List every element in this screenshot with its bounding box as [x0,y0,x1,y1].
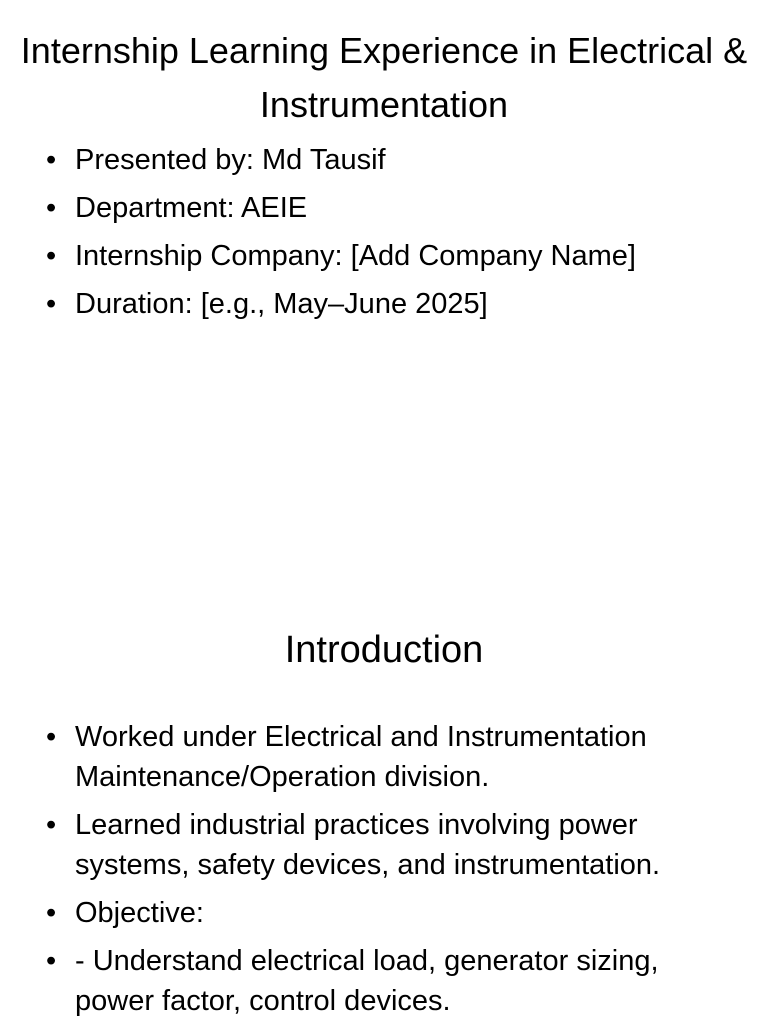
bullet-item [40,941,720,1021]
bullet-dot-icon: • [46,721,57,753]
bullet-item [40,717,720,797]
bullet-dot-icon: • [46,192,57,224]
bullet-item [40,893,720,933]
bullet-dot-icon: • [46,945,57,977]
slide-2-title: Introduction [284,629,484,671]
bullet-dot-icon: • [46,809,57,841]
bullet-item [40,805,720,885]
slide-2-bullet-list [40,717,720,1024]
bullet-text: Internship Company: [Add Company Name] [75,240,636,272]
bullet-dot-icon: • [46,897,57,929]
bullet-item [40,284,720,324]
bullet-text: Objective: [75,897,204,929]
bullet-text: Worked under Electrical and Instrumentation Maintenance/Operation division. [75,721,647,793]
bullet-dot-icon: • [46,288,57,320]
slide-1-bullet-list [40,140,720,332]
bullet-item [40,188,720,228]
bullet-dot-icon: • [46,144,57,176]
bullet-text: Duration: [e.g., May–June 2025] [75,288,488,320]
bullet-text: Learned industrial practices involving power systems, safety devices, and instrumentation. [75,809,661,881]
bullet-text: Presented by: Md Tausif [75,144,386,176]
bullet-dot-icon: • [46,240,57,272]
bullet-text: - Understand electrical load, generator sizing, power factor, control devices. [75,945,659,1017]
slide-introduction [0,576,768,1024]
slide-1-title: Internship Learning Experience in Electrical & Instrumentation [20,30,748,125]
bullet-item [40,140,720,180]
bullet-item [40,236,720,276]
bullet-text: Department: AEIE [75,192,308,224]
